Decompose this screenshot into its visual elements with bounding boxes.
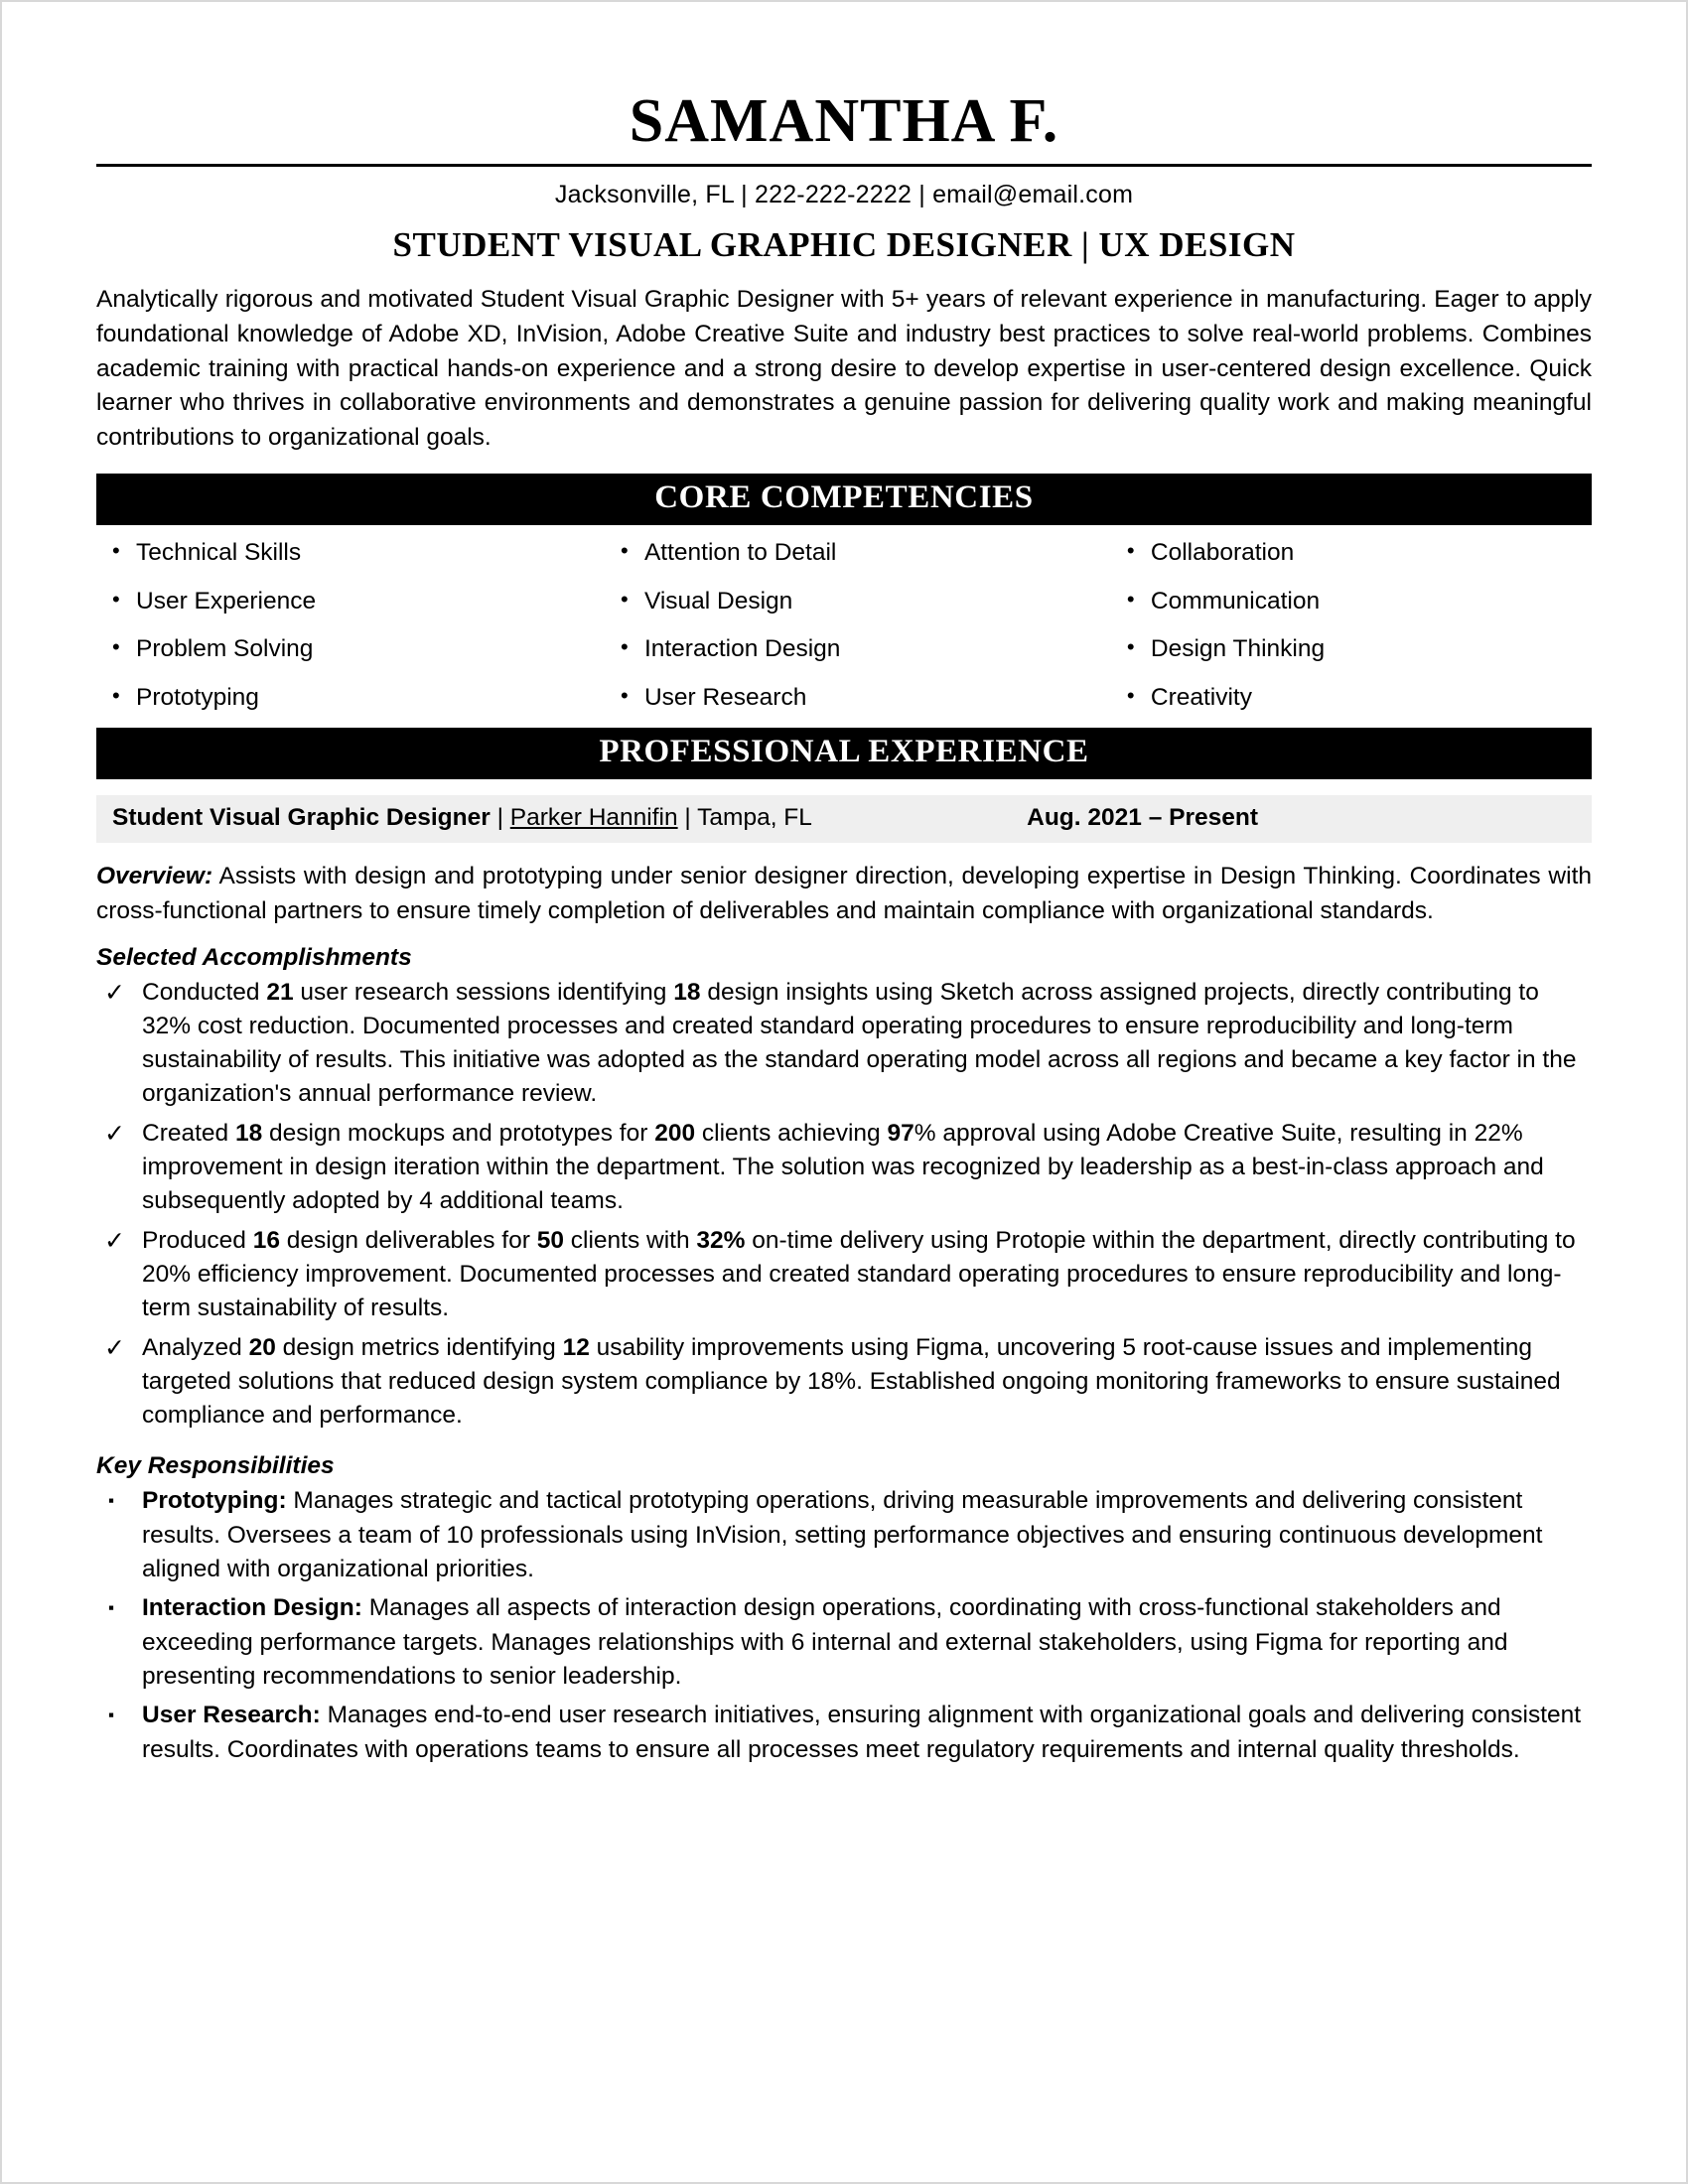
overview-label: Overview: (96, 863, 213, 889)
emphasis-text: 12 (562, 1333, 590, 1361)
competency-item: • Collaboration (1111, 541, 1592, 566)
emphasis-text: 16 (252, 1226, 280, 1254)
emphasis-text: 21 (266, 978, 294, 1006)
square-bullet-icon: ▪ (108, 1598, 115, 1618)
emphasis-text: 32% (696, 1226, 746, 1254)
competency-item: • User Experience (96, 590, 595, 614)
body-text: Manages strategic and tactical prototyping operations, driving measurable improvements and delivering consistent results. Oversees a team of 10 professionals using InVision, setting performance objectives and ensuring continuous development aligned with organizational priorities. (142, 1487, 1543, 1583)
list-item (96, 1699, 1592, 1767)
body-text: Conducted (142, 978, 267, 1006)
emphasis-text: Prototyping: (142, 1487, 287, 1515)
job-separator-1: | (490, 804, 510, 831)
contact-line: Jacksonville, FL | 222-222-2222 | email@email.com (554, 181, 1134, 209)
core-competencies-grid (96, 525, 1592, 710)
emphasis-text: 20 (248, 1333, 276, 1361)
competency-item: • Prototyping (96, 686, 595, 711)
job-company: Parker Hannifin (509, 804, 678, 831)
competency-item: • Attention to Detail (605, 541, 1093, 566)
list-item (96, 976, 1592, 1112)
selected-accomplishments-heading: Selected Accomplishments (96, 943, 412, 971)
section-header-professional-experience: PROFESSIONAL EXPERIENCE (96, 728, 1592, 779)
job-date-range: Aug. 2021 – Present (1027, 804, 1258, 831)
emphasis-text: 200 (654, 1119, 696, 1147)
accomplishments-list (96, 976, 1592, 1433)
checkmark-icon: ✓ (104, 1333, 125, 1362)
emphasis-text: 50 (536, 1226, 564, 1254)
checkmark-icon: ✓ (104, 1226, 125, 1255)
emphasis-text: 18 (673, 978, 701, 1006)
list-item (96, 1484, 1592, 1586)
square-bullet-icon: ▪ (108, 1491, 115, 1511)
list-item (96, 1117, 1592, 1219)
emphasis-text: User Research: (142, 1702, 321, 1729)
emphasis-text: 97 (887, 1119, 914, 1147)
job-location: Tampa, FL (697, 804, 812, 831)
body-text: design insights using Sketch across assigned projects, directly contributing to 32% cost reduction. Documented processes and created standard operating procedures to ensure reproducibility and long-term sustainability of results. This initiative was adopted as the standard operating model across all regions and became a key factor in the organization's annual performance review. (142, 978, 1577, 1108)
body-text: % approval using Adobe Creative Suite, resulting in 22% improvement in design iteration within the department. The solution was recognized by leadership as a best-in-class approach and subsequently adopted by 4 additional teams. (142, 1119, 1544, 1215)
professional-headline: STUDENT VISUAL GRAPHIC DESIGNER | UX DESIGN (392, 225, 1296, 265)
body-text: user research sessions identifying (293, 978, 674, 1006)
body-text: design metrics identifying (275, 1333, 563, 1361)
competency-item: • Technical Skills (96, 541, 595, 566)
body-text: clients with (563, 1226, 697, 1254)
body-text: Manages all aspects of interaction design operations, coordinating with cross-functional stakeholders and exceeding performance targets. Manages relationships with 6 internal and external stakeholders, using Figma for reporting and presenting recommendations to senior leadership. (142, 1594, 1508, 1690)
overview-text: Assists with design and prototyping under senior designer direction, developing expertise in Design Thinking. Coordinates with cross-functional partners to ensure timely completion of deliverables and maintain compliance with organizational standards. (96, 863, 1592, 924)
competency-column-1 (96, 541, 595, 710)
competency-item: • Interaction Design (605, 637, 1093, 662)
job-overview (96, 843, 1592, 929)
job-identity (112, 804, 1027, 832)
body-text: Produced (142, 1226, 253, 1254)
body-text: design deliverables for (279, 1226, 537, 1254)
competency-item: • Design Thinking (1111, 637, 1592, 662)
list-item (96, 1591, 1592, 1694)
body-text: clients achieving (695, 1119, 888, 1147)
professional-summary: Analytically rigorous and motivated Student Visual Graphic Designer with 5+ years of relevant experience in manufacturing. Eager to apply foundational knowledge of Adobe XD, InVision, Adobe Creative Suite and industry best practices to solve real-world problems. Combines academic training with practical hands-on experience and a strong desire to develop expertise in user-centered design excellence. Quick learner who thrives in collaborative environments and demonstrates a genuine passion for delivering quality work and making meaningful contributions to organizational goals. (96, 286, 1592, 452)
competency-column-3 (1093, 541, 1592, 710)
section-header-core-competencies: CORE COMPETENCIES (96, 474, 1592, 525)
list-item (96, 1224, 1592, 1326)
job-title: Student Visual Graphic Designer (112, 804, 491, 831)
job-separator-2: | (677, 804, 698, 831)
competency-column-2 (595, 541, 1093, 710)
checkmark-icon: ✓ (104, 978, 125, 1007)
list-item (96, 1331, 1592, 1433)
square-bullet-icon: ▪ (108, 1706, 115, 1725)
key-responsibilities-heading: Key Responsibilities (96, 1452, 335, 1480)
emphasis-text: Interaction Design: (142, 1594, 362, 1622)
body-text: Manages end-to-end user research initiatives, ensuring alignment with organizational goals and delivering consistent results. Coordinates with operations teams to ensure all processes meet regulatory requirements and internal quality thresholds. (142, 1702, 1582, 1763)
body-text: design mockups and prototypes for (262, 1119, 655, 1147)
job-header-row (96, 795, 1592, 843)
body-text: on-time delivery using Protopie within the department, directly contributing to 20% efficiency improvement. Documented processes and created standard operating procedures to ensure reproducibility and long-term sustainability of results. (142, 1226, 1576, 1322)
candidate-name: SAMANTHA F. (629, 87, 1059, 155)
emphasis-text: 18 (234, 1119, 263, 1147)
body-text: Created (142, 1119, 235, 1147)
body-text: usability improvements using Figma, uncovering 5 root-cause issues and implementing targeted solutions that reduced design system compliance by 18%. Established ongoing monitoring frameworks to ensure sustained compliance and performance. (142, 1333, 1561, 1430)
body-text: Analyzed (142, 1333, 249, 1361)
competency-item: • Visual Design (605, 590, 1093, 614)
checkmark-icon: ✓ (104, 1119, 125, 1148)
competency-item: • Communication (1111, 590, 1592, 614)
competency-item: • Problem Solving (96, 637, 595, 662)
competency-item: • User Research (605, 686, 1093, 711)
responsibilities-list (96, 1484, 1592, 1766)
competency-item: • Creativity (1111, 686, 1592, 711)
